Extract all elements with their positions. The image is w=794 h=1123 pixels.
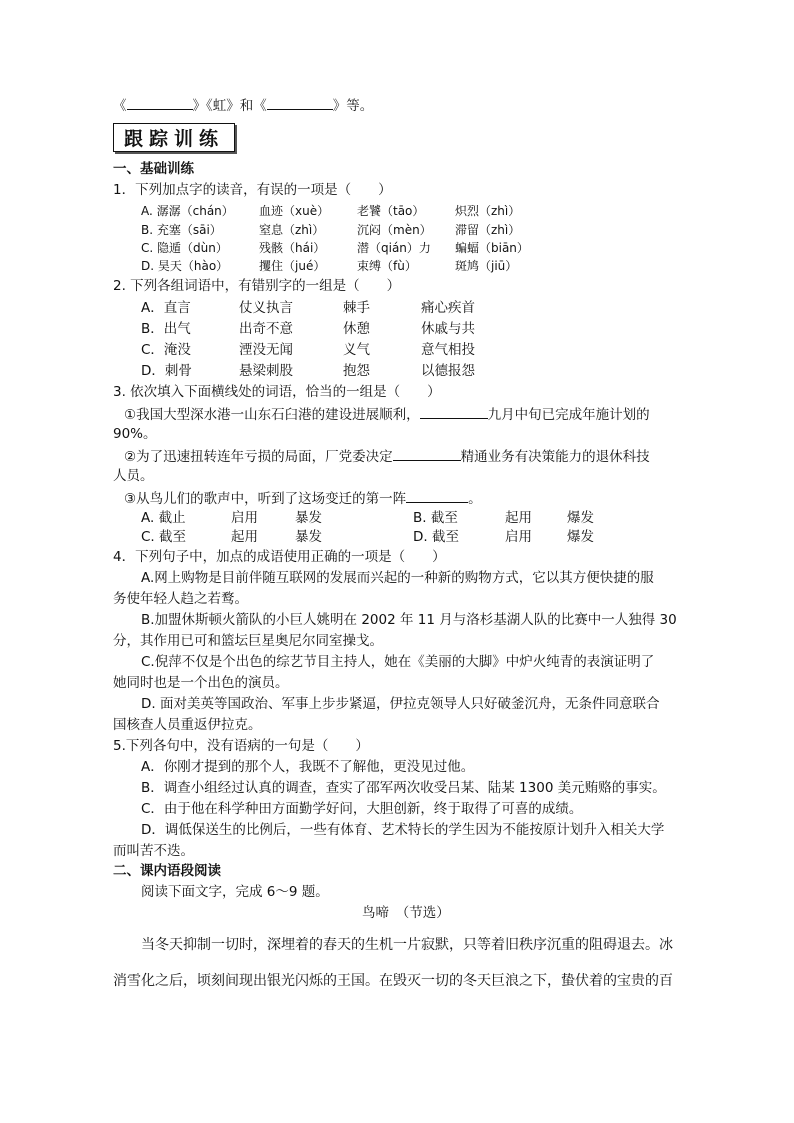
passage-title: 鸟啼 （节选） (362, 905, 450, 921)
answer-blank[interactable] (127, 95, 193, 110)
q4-option-d-cont: 国核查人员重返伊拉克。 (113, 717, 262, 733)
option-d-2: 悬梁刺股 (239, 363, 293, 379)
option-d-3: 束缚（fù） (357, 259, 417, 273)
option-d-3: 抱怨 (343, 363, 370, 379)
option-b-1: B. 截至 (413, 510, 458, 526)
option-d-1: D．刺骨 (141, 363, 192, 379)
option-b-1: B．出气 (141, 321, 191, 337)
option-b-3: 爆发 (567, 510, 594, 526)
question-3-stem: 3. 依次填入下面横线处的词语，恰当的一组是（ ） (113, 384, 441, 400)
option-b-4: 休戚与共 (421, 321, 475, 337)
option-b-4: 滞留（zhì） (455, 223, 521, 237)
option-c-2: 残骸（hái） (259, 241, 326, 255)
option-c-3: 暴发 (295, 529, 322, 545)
option-b-2: 起用 (505, 510, 532, 526)
option-d-4: 斑鸠（jiū） (455, 259, 518, 273)
option-a-3: 棘手 (343, 300, 370, 316)
question-3-sentence-1-cont: 90%。 (113, 426, 157, 442)
option-b-2: 出奇不意 (239, 321, 293, 337)
question-3-sentence-2: ②为了迅速扭转连年亏损的局面，厂党委决定 精通业务有决策能力的退休科技 (124, 446, 650, 466)
section-heading-box: 跟踪训练 (113, 123, 235, 152)
answer-blank[interactable] (406, 488, 468, 503)
q4-option-c-cont: 她同时也是一个出色的演员。 (113, 675, 289, 691)
q5-option-b: B．调查小组经过认真的调查，查实了邵军两次收受吕某、陆某 1300 美元贿赂的事实。 (141, 780, 666, 796)
option-c-1: C. 隐遁（dùn） (141, 241, 228, 255)
q4-option-a-cont: 务使年轻人趋之若鹜。 (113, 591, 248, 607)
option-b-2: 窒息（zhì） (259, 223, 325, 237)
passage-paragraph-line: 消雪化之后，顷刻间现出银光闪烁的王国。在毁灭一切的冬天巨浪之下，蛰伏着的宝贵的百 (113, 973, 673, 989)
question-3-sentence-3: ③从鸟儿们的歌声中，听到了这场变迁的第一阵 。 (124, 488, 482, 508)
option-a-3: 暴发 (295, 510, 322, 526)
q4-option-d: D. 面对美英等国政治、军事上步步紧逼，伊拉克领导人只好破釜沉舟，无条件同意联合 (141, 696, 660, 712)
q5-option-a: A．你刚才提到的那个人，我既不了解他，更没见过他。 (141, 759, 475, 775)
q5-option-d: D．调低保送生的比例后，一些有体育、艺术特长的学生因为不能按原计划升入相关大学 (141, 822, 665, 838)
section-title-reading: 二、课内语段阅读 (113, 863, 221, 879)
option-c-3: 潜（qián）力 (357, 241, 431, 255)
question-3-sentence-1: ①我国大型深水港一山东石臼港的建设进展顺利， 九月中旬已完成年施计划的 (124, 404, 650, 424)
q5-option-d-cont: 而叫苦不迭。 (113, 843, 194, 859)
answer-blank[interactable] (420, 404, 488, 419)
option-d-3: 爆发 (567, 529, 594, 545)
option-a-1: A. 潺潺（chán） (141, 204, 234, 218)
option-c-1: C. 截至 (141, 529, 187, 545)
option-d-2: 攫住（jué） (259, 259, 326, 273)
option-d-1: D. 昊天（hào） (141, 259, 229, 273)
option-a-2: 血迹（xuè） (259, 204, 330, 218)
answer-blank[interactable] (393, 446, 461, 461)
option-c-2: 起用 (231, 529, 258, 545)
question-1-stem: 1．下列加点字的读音，有误的一项是（ ） (113, 182, 392, 198)
option-c-1: C．淹没 (141, 342, 191, 358)
option-c-3: 义气 (343, 342, 370, 358)
book-list-line: 《 》《虹》和《 》等。 (113, 95, 373, 115)
q4-option-a: A.网上购物是目前伴随互联网的发展而兴起的一种新的购物方式，它以其方便快捷的服 (141, 570, 654, 586)
option-d-1: D. 截至 (413, 529, 459, 545)
option-c-4: 意气相投 (421, 342, 475, 358)
option-c-2: 湮没无闻 (239, 342, 293, 358)
option-a-2: 启用 (231, 510, 258, 526)
question-5-stem: 5.下列各句中，没有语病的一句是（ ） (113, 738, 369, 754)
q5-option-c: C．由于他在科学种田方面勤学好问，大胆创新，终于取得了可喜的成绩。 (141, 801, 583, 817)
reading-instructions: 阅读下面文字，完成 6～9 题。 (141, 884, 329, 900)
option-b-3: 休憩 (343, 321, 370, 337)
q4-option-b: B.加盟休斯顿火箭队的小巨人姚明在 2002 年 11 月与洛杉基湖人队的比赛中一人独得 30 (141, 612, 677, 628)
q4-option-c: C.倪萍不仅是个出色的综艺节目主持人，她在《美丽的大脚》中炉火纯青的表演证明了 (141, 654, 655, 670)
option-a-4: 炽烈（zhì） (455, 204, 521, 218)
option-a-4: 痛心疾首 (421, 300, 475, 316)
option-a-2: 仗义执言 (239, 300, 293, 316)
section-title-basic: 一、基础训练 (113, 161, 194, 177)
option-a-3: 老饕（tāo） (357, 204, 425, 218)
question-4-stem: 4．下列句子中，加点的成语使用正确的一项是（ ） (113, 549, 446, 565)
option-d-4: 以德报怨 (421, 363, 475, 379)
answer-blank[interactable] (267, 95, 333, 110)
question-2-stem: 2. 下列各组词语中，有错别字的一组是（ ） (113, 278, 401, 294)
option-a-1: A. 截止 (141, 510, 186, 526)
q4-option-b-cont: 分，其作用已可和篮坛巨星奥尼尔同室操戈。 (113, 633, 383, 649)
option-c-4: 蝙蝠（biān） (455, 241, 529, 255)
option-b-1: B. 充塞（sāi） (141, 223, 222, 237)
option-a-1: A．直言 (141, 300, 191, 316)
option-d-2: 启用 (505, 529, 532, 545)
option-b-3: 沉闷（mèn） (357, 223, 432, 237)
passage-paragraph-line: 当冬天抑制一切时，深埋着的春天的生机一片寂默，只等着旧秩序沉重的阻碍退去。冰 (141, 937, 673, 953)
question-3-sentence-2-cont: 人员。 (113, 468, 154, 484)
